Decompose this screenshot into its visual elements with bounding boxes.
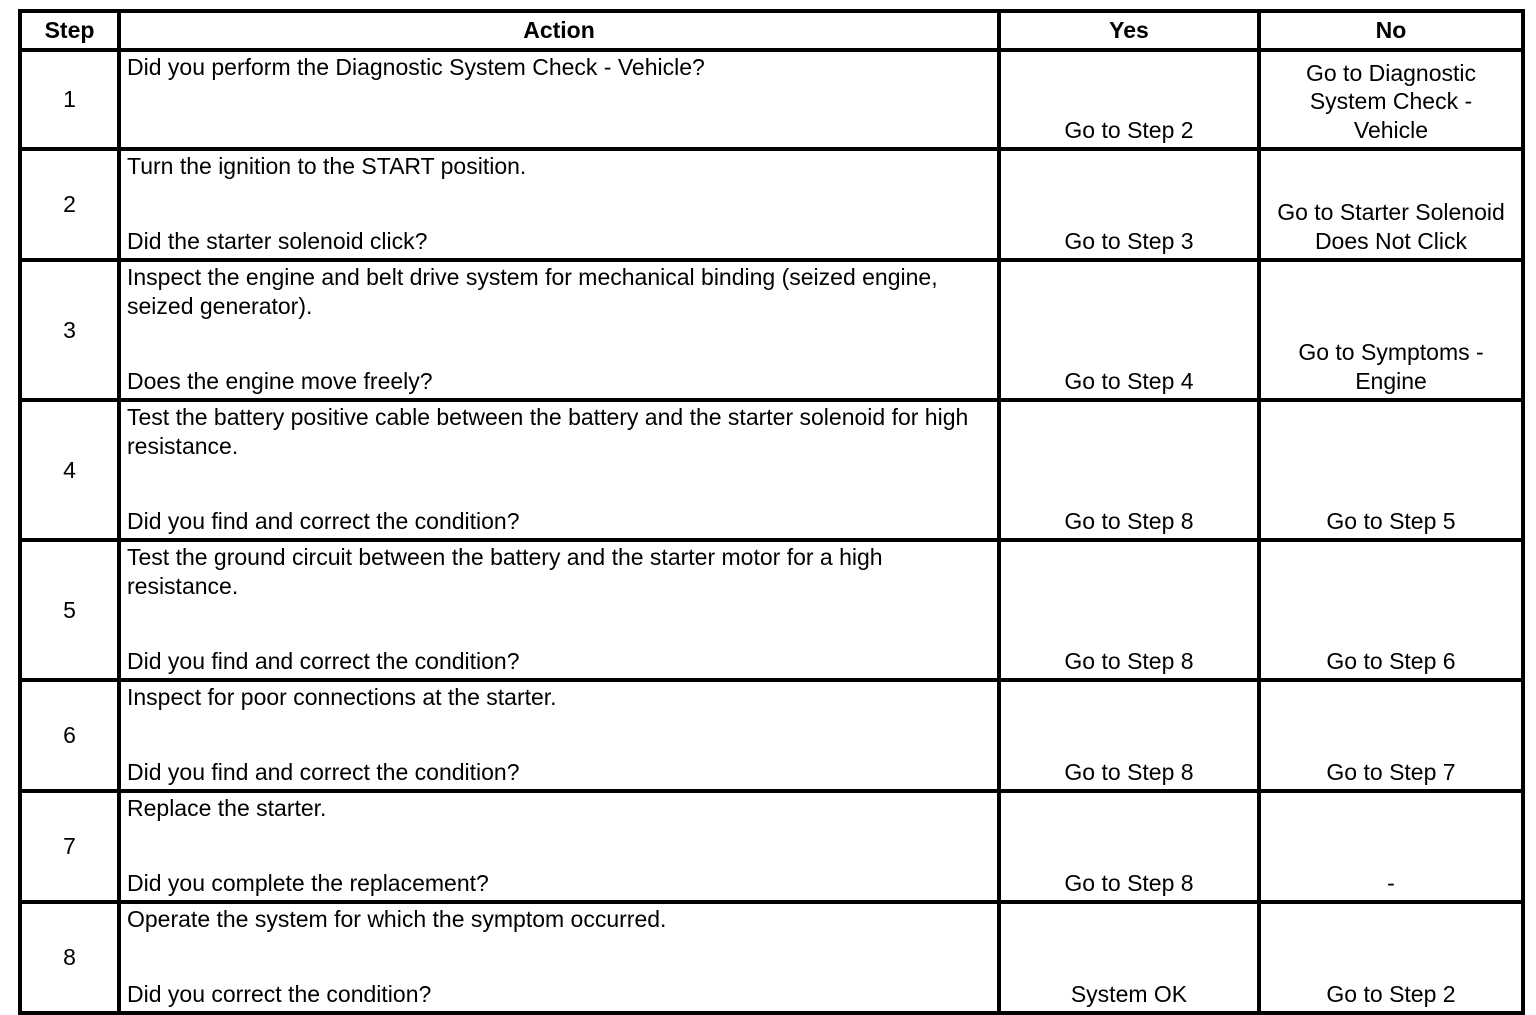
action-instruction: Inspect the engine and belt drive system for mechanical binding (seized engine, seized generator). xyxy=(127,264,938,319)
table-row xyxy=(20,902,1523,1013)
action-instruction: Test the battery positive cable between the battery and the starter solenoid for high resistance. xyxy=(127,404,969,459)
yes-result: Go to Step 8 xyxy=(999,400,1259,540)
table-row xyxy=(20,680,1523,791)
step-number: 1 xyxy=(20,50,119,149)
no-result: - xyxy=(1259,791,1523,902)
header-step: Step xyxy=(20,11,119,50)
action-instruction: Replace the starter. xyxy=(127,795,327,821)
table-row xyxy=(20,791,1523,902)
table-row xyxy=(20,149,1523,260)
action-question: Did you perform the Diagnostic System Check - Vehicle? xyxy=(127,54,705,80)
step-number: 2 xyxy=(20,149,119,260)
table-row xyxy=(20,400,1523,540)
step-number: 3 xyxy=(20,260,119,400)
yes-result: Go to Step 8 xyxy=(999,791,1259,902)
yes-result: Go to Step 2 xyxy=(999,50,1259,149)
yes-result: Go to Step 8 xyxy=(999,680,1259,791)
step-number: 7 xyxy=(20,791,119,902)
action-instruction: Inspect for poor connections at the starter. xyxy=(127,684,557,710)
no-result: Go to Diagnostic System Check - Vehicle xyxy=(1259,50,1523,149)
action-instruction: Test the ground circuit between the battery and the starter motor for a high resistance. xyxy=(127,544,883,599)
diagnostic-table xyxy=(18,9,1525,1015)
header-no: No xyxy=(1259,11,1523,50)
action-question: Did you find and correct the condition? xyxy=(127,507,520,534)
yes-result: System OK xyxy=(999,902,1259,1013)
action-question: Did you find and correct the condition? xyxy=(127,758,520,785)
no-result: Go to Step 7 xyxy=(1259,680,1523,791)
no-result: Go to Step 6 xyxy=(1259,540,1523,680)
no-result: Go to Step 2 xyxy=(1259,902,1523,1013)
action-cell xyxy=(119,149,999,260)
action-question: Did you correct the condition? xyxy=(127,980,432,1007)
step-number: 8 xyxy=(20,902,119,1013)
step-number: 6 xyxy=(20,680,119,791)
table-row xyxy=(20,260,1523,400)
header-yes: Yes xyxy=(999,11,1259,50)
action-cell xyxy=(119,902,999,1013)
action-cell xyxy=(119,680,999,791)
action-question: Does the engine move freely? xyxy=(127,367,433,394)
action-cell xyxy=(119,791,999,902)
action-question: Did you complete the replacement? xyxy=(127,869,489,896)
table-row xyxy=(20,50,1523,149)
no-result: Go to Starter Solenoid Does Not Click xyxy=(1259,149,1523,260)
no-result: Go to Symptoms - Engine xyxy=(1259,260,1523,400)
action-cell xyxy=(119,540,999,680)
action-cell xyxy=(119,400,999,540)
yes-result: Go to Step 4 xyxy=(999,260,1259,400)
action-instruction: Operate the system for which the symptom occurred. xyxy=(127,906,667,932)
action-question: Did the starter solenoid click? xyxy=(127,227,428,254)
step-number: 5 xyxy=(20,540,119,680)
action-cell xyxy=(119,50,999,149)
action-cell xyxy=(119,260,999,400)
yes-result: Go to Step 3 xyxy=(999,149,1259,260)
table-row xyxy=(20,540,1523,680)
yes-result: Go to Step 8 xyxy=(999,540,1259,680)
no-result: Go to Step 5 xyxy=(1259,400,1523,540)
header-row xyxy=(20,11,1523,50)
action-question: Did you find and correct the condition? xyxy=(127,647,520,674)
action-instruction: Turn the ignition to the START position. xyxy=(127,153,527,179)
step-number: 4 xyxy=(20,400,119,540)
header-action: Action xyxy=(119,11,999,50)
